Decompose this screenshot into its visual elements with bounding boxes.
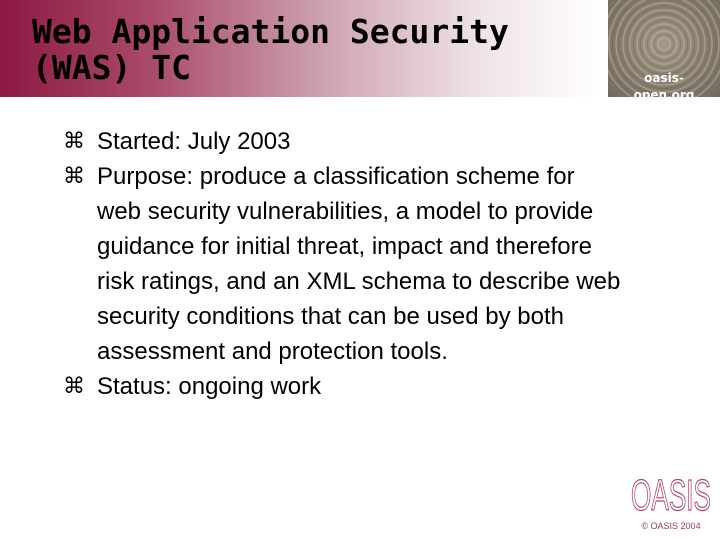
- bullet-item-started: [63, 124, 623, 159]
- bullet-text: Status: ongoing work: [97, 373, 322, 400]
- bullet-list: [63, 124, 623, 404]
- slide-title-line-1: Web Application Security: [32, 12, 509, 51]
- bullet-text: Purpose: produce a classification scheme for web security vulnerabilities, a model to provide guidance for initial threat, impact and therefore risk ratings, and an XML schema to describe web security conditions that can be used by both assessment and protection tools.: [97, 163, 621, 365]
- oasis-open-org-label: [608, 70, 720, 104]
- bullet-text: Started: July 2003: [97, 128, 291, 155]
- copyright-text: © OASIS 2004: [641, 521, 701, 531]
- bullet-item-purpose: [63, 159, 623, 369]
- bullet-item-status: [63, 369, 623, 404]
- slide-title: [32, 14, 572, 86]
- oasis-logo: [626, 466, 716, 516]
- stone-label-line-2: open.org: [633, 88, 695, 102]
- z-bullet-icon: ⌘: [63, 164, 85, 189]
- z-bullet-icon: ⌘: [63, 129, 85, 154]
- oasis-logo-text: OASIS: [631, 471, 711, 516]
- stone-label-line-1: oasis-: [644, 71, 684, 85]
- slide-title-line-2: (WAS) TC: [32, 48, 191, 87]
- z-bullet-icon: ⌘: [63, 374, 85, 399]
